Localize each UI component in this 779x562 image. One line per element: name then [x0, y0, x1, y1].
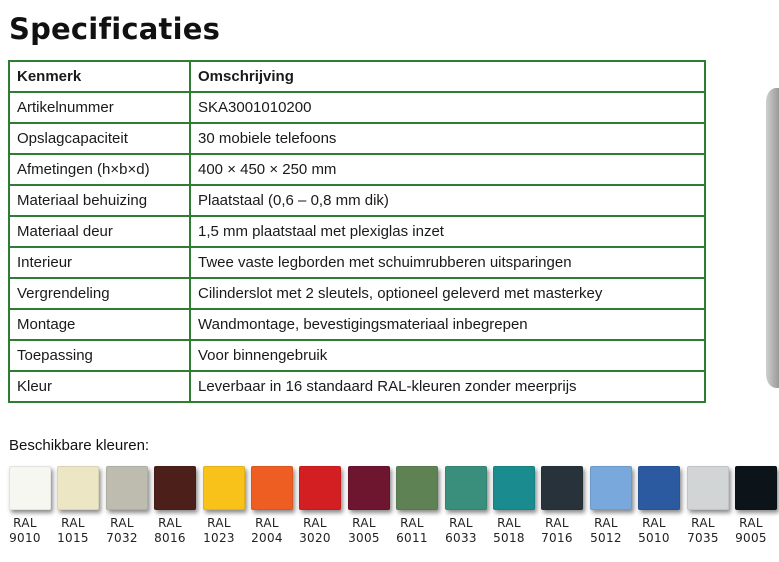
ral-code — [731, 516, 771, 546]
description-cell: Twee vaste legborden met schuimrubberen uitsparingen — [190, 247, 705, 278]
ral-number: 2004 — [251, 531, 283, 545]
color-swatch — [638, 466, 683, 548]
description-cell: 1,5 mm plaatstaal met plexiglas inzet — [190, 216, 705, 247]
color-swatch — [590, 466, 635, 548]
ral-number: 5012 — [590, 531, 622, 545]
description-cell: Plaatstaal (0,6 – 0,8 mm dik) — [190, 185, 705, 216]
column-header-omschrijving: Omschrijving — [190, 61, 705, 92]
color-chip — [154, 466, 196, 510]
ral-number: 9010 — [9, 531, 41, 545]
table-header-row — [9, 61, 705, 92]
ral-number: 7035 — [687, 531, 719, 545]
description-cell: Voor binnengebruik — [190, 340, 705, 371]
ral-number: 7032 — [106, 531, 138, 545]
color-chip — [541, 466, 583, 510]
color-chip — [590, 466, 632, 510]
ral-prefix: RAL — [739, 516, 763, 530]
ral-prefix: RAL — [400, 516, 424, 530]
table-row — [9, 123, 705, 154]
feature-cell: Materiaal deur — [9, 216, 190, 247]
description-cell: SKA3001010200 — [190, 92, 705, 123]
ral-code — [392, 516, 432, 546]
table-row — [9, 340, 705, 371]
description-cell: Wandmontage, bevestigingsmateriaal inbegrepen — [190, 309, 705, 340]
description-cell: 30 mobiele telefoons — [190, 123, 705, 154]
ral-code — [5, 516, 45, 546]
description-cell: Leverbaar in 16 standaard RAL-kleuren zonder meerprijs — [190, 371, 705, 402]
feature-cell: Materiaal behuizing — [9, 185, 190, 216]
feature-cell: Vergrendeling — [9, 278, 190, 309]
color-swatch — [396, 466, 441, 548]
ral-prefix: RAL — [352, 516, 376, 530]
color-swatch — [735, 466, 779, 548]
ral-code — [344, 516, 384, 546]
ral-number: 5018 — [493, 531, 525, 545]
color-swatch — [9, 466, 54, 548]
color-swatches — [9, 466, 779, 556]
ral-number: 7016 — [541, 531, 573, 545]
color-swatch — [493, 466, 538, 548]
ral-number: 8016 — [154, 531, 186, 545]
side-product-edge — [766, 88, 779, 388]
table-row — [9, 247, 705, 278]
table-row — [9, 216, 705, 247]
ral-code — [537, 516, 577, 546]
specifications-table — [8, 60, 706, 403]
ral-prefix: RAL — [691, 516, 715, 530]
ral-code — [489, 516, 529, 546]
feature-cell: Afmetingen (h×b×d) — [9, 154, 190, 185]
color-chip — [251, 466, 293, 510]
ral-prefix: RAL — [158, 516, 182, 530]
column-header-kenmerk: Kenmerk — [9, 61, 190, 92]
color-chip — [638, 466, 680, 510]
color-chip — [396, 466, 438, 510]
feature-cell: Artikelnummer — [9, 92, 190, 123]
color-swatch — [687, 466, 732, 548]
page-title: Specificaties — [9, 12, 221, 46]
ral-prefix: RAL — [110, 516, 134, 530]
ral-prefix: RAL — [255, 516, 279, 530]
color-swatch — [106, 466, 151, 548]
ral-number: 9005 — [735, 531, 767, 545]
ral-prefix: RAL — [303, 516, 327, 530]
color-swatch — [445, 466, 490, 548]
table-row — [9, 371, 705, 402]
table-row — [9, 154, 705, 185]
color-chip — [493, 466, 535, 510]
description-cell: 400 × 450 × 250 mm — [190, 154, 705, 185]
ral-number: 6011 — [396, 531, 428, 545]
colors-label: Beschikbare kleuren: — [9, 437, 150, 454]
color-swatch — [251, 466, 296, 548]
ral-prefix: RAL — [594, 516, 618, 530]
color-swatch — [203, 466, 248, 548]
ral-number: 3020 — [299, 531, 331, 545]
color-swatch — [541, 466, 586, 548]
color-chip — [203, 466, 245, 510]
ral-prefix: RAL — [207, 516, 231, 530]
table-row — [9, 92, 705, 123]
ral-number: 6033 — [445, 531, 477, 545]
color-swatch — [348, 466, 393, 548]
feature-cell: Interieur — [9, 247, 190, 278]
color-swatch — [57, 466, 102, 548]
ral-code — [683, 516, 723, 546]
feature-cell: Kleur — [9, 371, 190, 402]
color-chip — [348, 466, 390, 510]
ral-code — [634, 516, 674, 546]
table-row — [9, 185, 705, 216]
ral-number: 1015 — [57, 531, 89, 545]
color-chip — [735, 466, 777, 510]
color-swatch — [154, 466, 199, 548]
ral-code — [586, 516, 626, 546]
feature-cell: Montage — [9, 309, 190, 340]
table-row — [9, 278, 705, 309]
ral-prefix: RAL — [497, 516, 521, 530]
ral-prefix: RAL — [545, 516, 569, 530]
ral-code — [247, 516, 287, 546]
ral-code — [199, 516, 239, 546]
ral-prefix: RAL — [61, 516, 85, 530]
color-chip — [299, 466, 341, 510]
color-chip — [57, 466, 99, 510]
ral-code — [295, 516, 335, 546]
ral-number: 5010 — [638, 531, 670, 545]
feature-cell: Toepassing — [9, 340, 190, 371]
ral-code — [102, 516, 142, 546]
ral-code — [150, 516, 190, 546]
color-chip — [9, 466, 51, 510]
ral-prefix: RAL — [13, 516, 37, 530]
ral-prefix: RAL — [642, 516, 666, 530]
color-chip — [687, 466, 729, 510]
ral-code — [441, 516, 481, 546]
color-swatch — [299, 466, 344, 548]
ral-code — [53, 516, 93, 546]
ral-number: 3005 — [348, 531, 380, 545]
ral-number: 1023 — [203, 531, 235, 545]
color-chip — [106, 466, 148, 510]
description-cell: Cilinderslot met 2 sleutels, optioneel geleverd met masterkey — [190, 278, 705, 309]
table-row — [9, 309, 705, 340]
feature-cell: Opslagcapaciteit — [9, 123, 190, 154]
color-chip — [445, 466, 487, 510]
ral-prefix: RAL — [449, 516, 473, 530]
